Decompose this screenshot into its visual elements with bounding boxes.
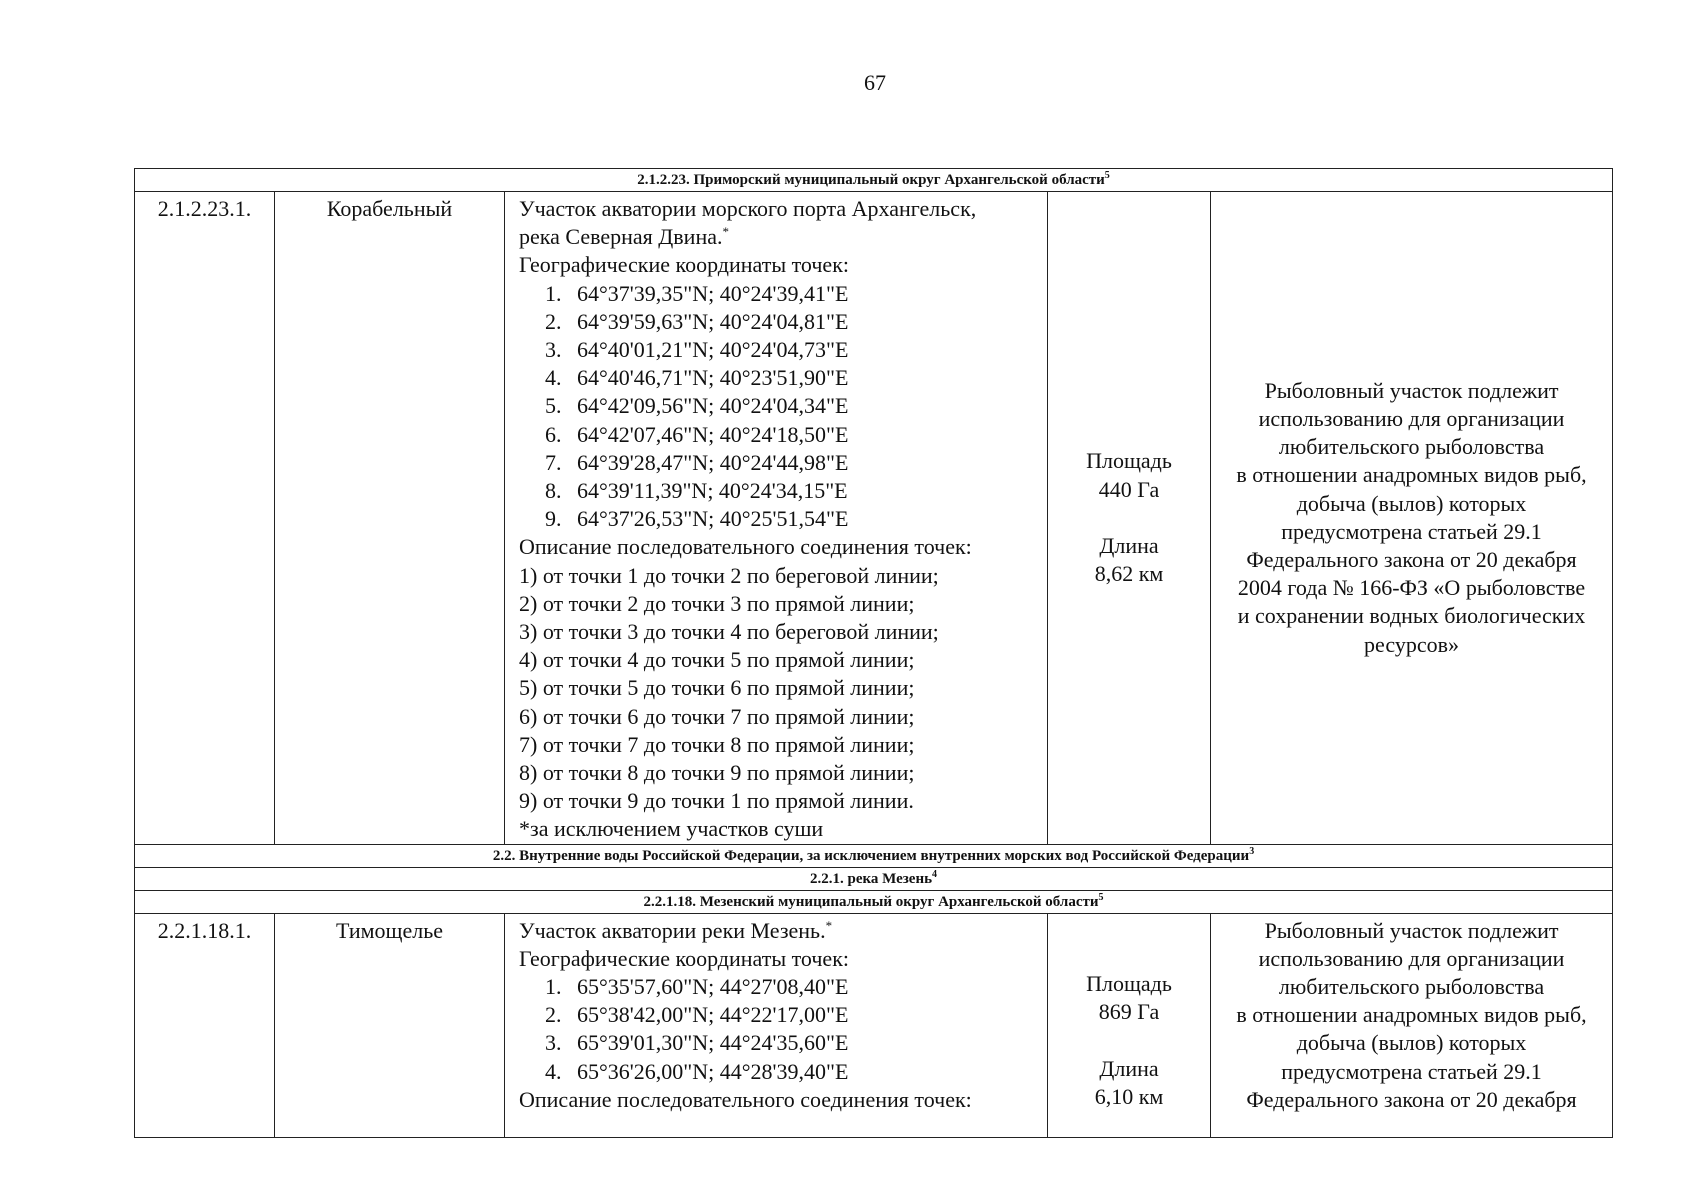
coord-value: 65°39'01,30"N; 44°24'35,60"E — [577, 1030, 849, 1056]
page-number: 67 — [864, 70, 886, 95]
note-line: предусмотрена статьей 29.1 — [1281, 1058, 1542, 1084]
coord-value: 64°42'07,46"N; 40°24'18,50"E — [577, 421, 849, 447]
note-line: любительского рыболовства — [1278, 434, 1545, 460]
area-size — [1048, 913, 1211, 1137]
coord-index: 5. — [545, 393, 562, 419]
coord-value: 65°35'57,60"N; 44°27'08,40"E — [577, 974, 849, 1000]
coord-index: 1. — [545, 974, 562, 1000]
coord-value: 64°37'39,35"N; 40°24'39,41"E — [577, 280, 849, 306]
coord-value: 65°36'26,00"N; 44°28'39,40"E — [577, 1058, 849, 1084]
coord-index: 4. — [545, 1058, 562, 1084]
usage-note — [1211, 192, 1613, 845]
usage-note — [1211, 913, 1613, 1137]
note-line: ресурсов» — [1364, 631, 1459, 657]
area-size — [1048, 192, 1211, 845]
coord-index: 3. — [545, 1030, 562, 1056]
area-value: 440 Га — [1098, 476, 1160, 502]
note-line: добыча (вылов) которых — [1296, 490, 1527, 516]
connection-item: 6) от точки 6 до точки 7 по прямой линии; — [519, 703, 915, 729]
footnote-ref: 3 — [1249, 845, 1255, 857]
desc-line — [519, 223, 1043, 251]
coordinate-item — [519, 1001, 1043, 1029]
section-header-mezensky — [135, 890, 1613, 913]
coord-index: 1. — [545, 280, 562, 306]
connection-item: 1) от точки 1 до точки 2 по береговой линии; — [519, 562, 939, 588]
coordinate-item — [519, 336, 1043, 364]
coord-value: 64°40'01,21"N; 40°24'04,73"E — [577, 337, 849, 363]
coord-value: 65°38'42,00"N; 44°22'17,00"E — [577, 1002, 849, 1028]
area-name: Корабельный — [275, 192, 505, 845]
coordinate-item — [519, 973, 1043, 1001]
note-line: Федерального закона от 20 декабря — [1246, 1086, 1577, 1112]
desc-text: Участок акватории реки Мезень. — [519, 917, 826, 943]
coordinate-item — [519, 477, 1043, 505]
note-line: предусмотрена статьей 29.1 — [1281, 518, 1542, 544]
coordinate-item — [519, 280, 1043, 308]
coordinate-item — [519, 421, 1043, 449]
coord-index: 6. — [545, 421, 562, 447]
coordinate-item — [519, 505, 1043, 533]
length-value: 8,62 км — [1094, 561, 1164, 587]
area-number: 2.1.2.23.1. — [135, 192, 275, 845]
connection-item: 5) от точки 5 до точки 6 по прямой линии; — [519, 675, 915, 701]
section-header-row — [135, 169, 1613, 192]
coord-index: 4. — [545, 365, 562, 391]
connection-item: 3) от точки 3 до точки 4 по береговой линии; — [519, 619, 939, 645]
coord-index: 8. — [545, 478, 562, 504]
note-line: добыча (вылов) которых — [1296, 1030, 1527, 1056]
connection-item: 8) от точки 8 до точки 9 по прямой линии; — [519, 760, 915, 786]
coord-value: 64°39'11,39"N; 40°24'34,15"E — [577, 478, 848, 504]
area-label: Площадь — [1086, 971, 1172, 997]
coordinate-item — [519, 364, 1043, 392]
coord-index: 3. — [545, 337, 562, 363]
note-line: 2004 года № 166-ФЗ «О рыболовстве — [1237, 575, 1586, 601]
note-line: Федерального закона от 20 декабря — [1246, 547, 1577, 573]
connection-title: Описание последовательного соединения точек: — [519, 534, 972, 560]
section-header-mezen-river — [135, 867, 1613, 890]
coords-title: Географические координаты точек: — [519, 945, 849, 971]
desc-text: река Северная Двина. — [519, 224, 723, 250]
note-line: в отношении анадромных видов рыб, — [1236, 462, 1587, 488]
note-line: в отношении анадромных видов рыб, — [1236, 1002, 1587, 1028]
area-label: Площадь — [1086, 448, 1172, 474]
footnote-text: *за исключением участков суши — [519, 816, 824, 842]
coord-index: 2. — [545, 308, 562, 334]
coord-value: 64°37'26,53"N; 40°25'51,54"E — [577, 506, 849, 532]
coords-title: Географические координаты точек: — [519, 252, 849, 278]
coord-value: 64°39'59,63"N; 40°24'04,81"E — [577, 308, 849, 334]
footnote-ref: 5 — [1104, 170, 1110, 181]
section-title: 2.2.1. река Мезень — [810, 870, 933, 887]
coord-index: 7. — [545, 449, 562, 475]
section-header-row — [135, 890, 1613, 913]
fishing-areas-table — [134, 168, 1613, 1138]
section-title: 2.1.2.23. Приморский муниципальный округ Архангельской области — [637, 172, 1105, 188]
note-line: и сохранении водных биологических — [1237, 603, 1586, 629]
coordinate-item — [519, 1058, 1043, 1086]
length-label: Длина — [1099, 1055, 1159, 1081]
coordinate-item — [519, 1029, 1043, 1057]
connection-title: Описание последовательного соединения точек: — [519, 1086, 972, 1112]
coordinate-item — [519, 392, 1043, 420]
connection-item: 9) от точки 9 до точки 1 по прямой линии. — [519, 788, 914, 814]
coord-value: 64°40'46,71"N; 40°23'51,90"E — [577, 365, 849, 391]
asterisk: * — [722, 224, 729, 240]
asterisk: * — [825, 917, 833, 933]
coord-value: 64°42'09,56"N; 40°24'04,34"E — [577, 393, 849, 419]
note-line: Рыболовный участок подлежит — [1264, 377, 1559, 403]
coord-value: 64°39'28,47"N; 40°24'44,98"E — [577, 449, 849, 475]
connection-item: 2) от точки 2 до точки 3 по прямой линии; — [519, 590, 915, 616]
coord-index: 2. — [545, 1002, 562, 1028]
connection-item: 7) от точки 7 до точки 8 по прямой линии; — [519, 731, 915, 757]
desc-line — [519, 917, 1043, 945]
section-header-row — [135, 867, 1613, 890]
area-name: Тимощелье — [275, 913, 505, 1137]
section-header-primorsky — [135, 169, 1613, 192]
length-label: Длина — [1099, 532, 1159, 558]
note-line: Рыболовный участок подлежит — [1264, 917, 1559, 943]
connection-item: 4) от точки 4 до точки 5 по прямой линии; — [519, 647, 915, 673]
footnote-ref: 5 — [1098, 891, 1104, 903]
footnote-ref: 4 — [932, 868, 938, 880]
desc-line: Участок акватории морского порта Архангельск, — [519, 196, 977, 221]
coord-index: 9. — [545, 506, 562, 532]
coordinate-item — [519, 308, 1043, 336]
note-line: использованию для организации — [1258, 945, 1565, 971]
section-header-inland-waters — [135, 844, 1613, 867]
length-value: 6,10 км — [1094, 1083, 1164, 1109]
section-title: 2.2.1.18. Мезенский муниципальный округ Архангельской области — [643, 893, 1099, 910]
area-number: 2.2.1.18.1. — [135, 913, 275, 1137]
area-description — [505, 192, 1048, 845]
section-title: 2.2. Внутренние воды Российской Федерации, за исключением внутренних морских вод Российской Федерации — [492, 847, 1250, 864]
note-line: любительского рыболовства — [1278, 974, 1545, 1000]
table-row — [135, 192, 1613, 845]
section-header-row — [135, 844, 1613, 867]
area-value: 869 Га — [1098, 999, 1160, 1025]
coordinate-item — [519, 449, 1043, 477]
note-line: использованию для организации — [1258, 406, 1565, 432]
table-row — [135, 913, 1613, 1137]
area-description — [505, 913, 1048, 1137]
